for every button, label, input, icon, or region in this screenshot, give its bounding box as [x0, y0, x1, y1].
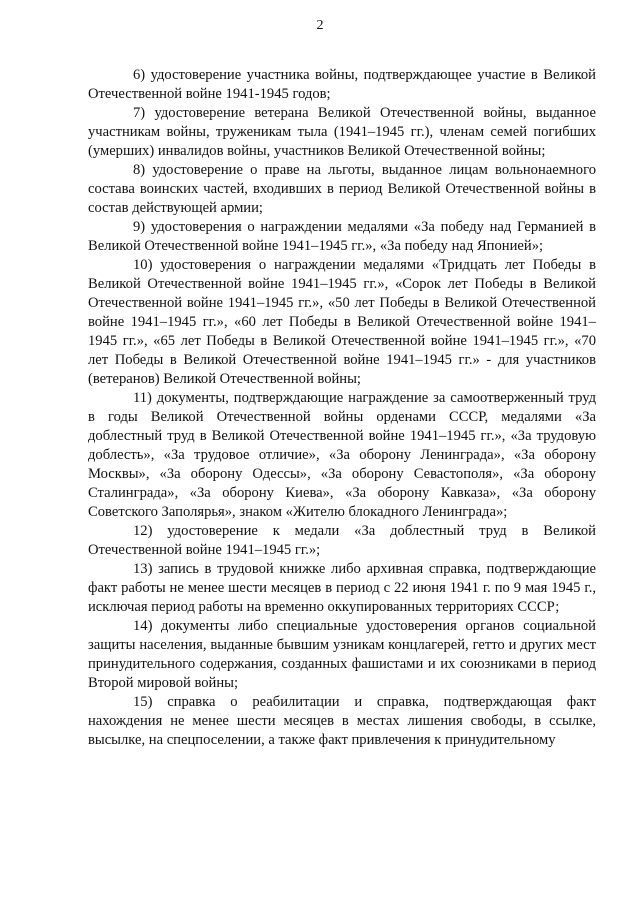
paragraph-item-13: 13) запись в трудовой книжке либо архивная справка, подтверждающие факт работы не менее шести месяцев в период с 22 июня 1941 г. по 9 мая 1945 г., исключая период работы на временно оккупированных территориях СССР; [88, 561, 596, 615]
paragraph-item-12: 12) удостоверение к медали «За доблестный труд в Великой Отечественной войне 1941–1945 гг.»; [88, 523, 596, 558]
paragraph-item-10: 10) удостоверения о награждении медалями «Тридцать лет Победы в Великой Отечественной войне 1941–1945 гг.», «Сорок лет Победы в Великой Отечественной войне 1941–1945 гг.», «50 лет Победы в Великой Отечественной войне 1941–1945 гг.», «60 лет Победы в Великой Отечественной войне 1941–1945 гг.», «65 лет Победы в Великой Отечественной войне 1941–1945 гг.», «70 лет Победы в Великой Отечественной войне 1941–1945 гг.» - для участников (ветеранов) Великой Отечественной войны; [88, 257, 596, 387]
paragraph-item-11: 11) документы, подтверждающие награждение за самоотверженный труд в годы Великой Отечественной войны орденами СССР, медалями «За доблестный труд в Великой Отечественной войне 1941–1945 гг.», «За трудовую доблесть», «За трудовое отличие», «За оборону Ленинграда», «За оборону Москвы», «За оборону Одессы», «За оборону Севастополя», «За оборону Сталинграда», «За оборону Киева», «За оборону Кавказа», «За оборону Советского Заполярья», знаком «Жителю блокадного Ленинграда»; [88, 390, 596, 520]
paragraph-item-15: 15) справка о реабилитации и справка, подтверждающая факт нахождения не менее шести месяцев в местах лишения свободы, в ссылке, высылке, на спецпоселении, а также факт привлечения к принудительному [88, 694, 596, 748]
paragraph-item-14: 14) документы либо специальные удостоверения органов социальной защиты населения, выданные бывшим узникам концлагерей, гетто и других мест принудительного содержания, созданных фашистами и их союзниками в период Второй мировой войны; [88, 618, 596, 691]
paragraph-item-8: 8) удостоверение о праве на льготы, выданное лицам вольнонаемного состава воинских частей, входивших в период Великой Отечественной войны в состав действующей армии; [88, 162, 596, 216]
paragraph-item-6: 6) удостоверение участника войны, подтверждающее участие в Великой Отечественной войне 1941-1945 годов; [88, 67, 596, 102]
page-number: 2 [316, 18, 324, 33]
paragraph-item-7: 7) удостоверение ветерана Великой Отечественной войны, выданное участникам войны, труженикам тыла (1941–1945 гг.), членам семей погибших (умерших) инвалидов войны, участников Великой Отечественной войны; [88, 105, 596, 159]
paragraph-item-9: 9) удостоверения о награждении медалями «За победу над Германией в Великой Отечественной войне 1941–1945 гг.», «За победу над Японией»; [88, 219, 596, 254]
document-body [88, 66, 596, 750]
